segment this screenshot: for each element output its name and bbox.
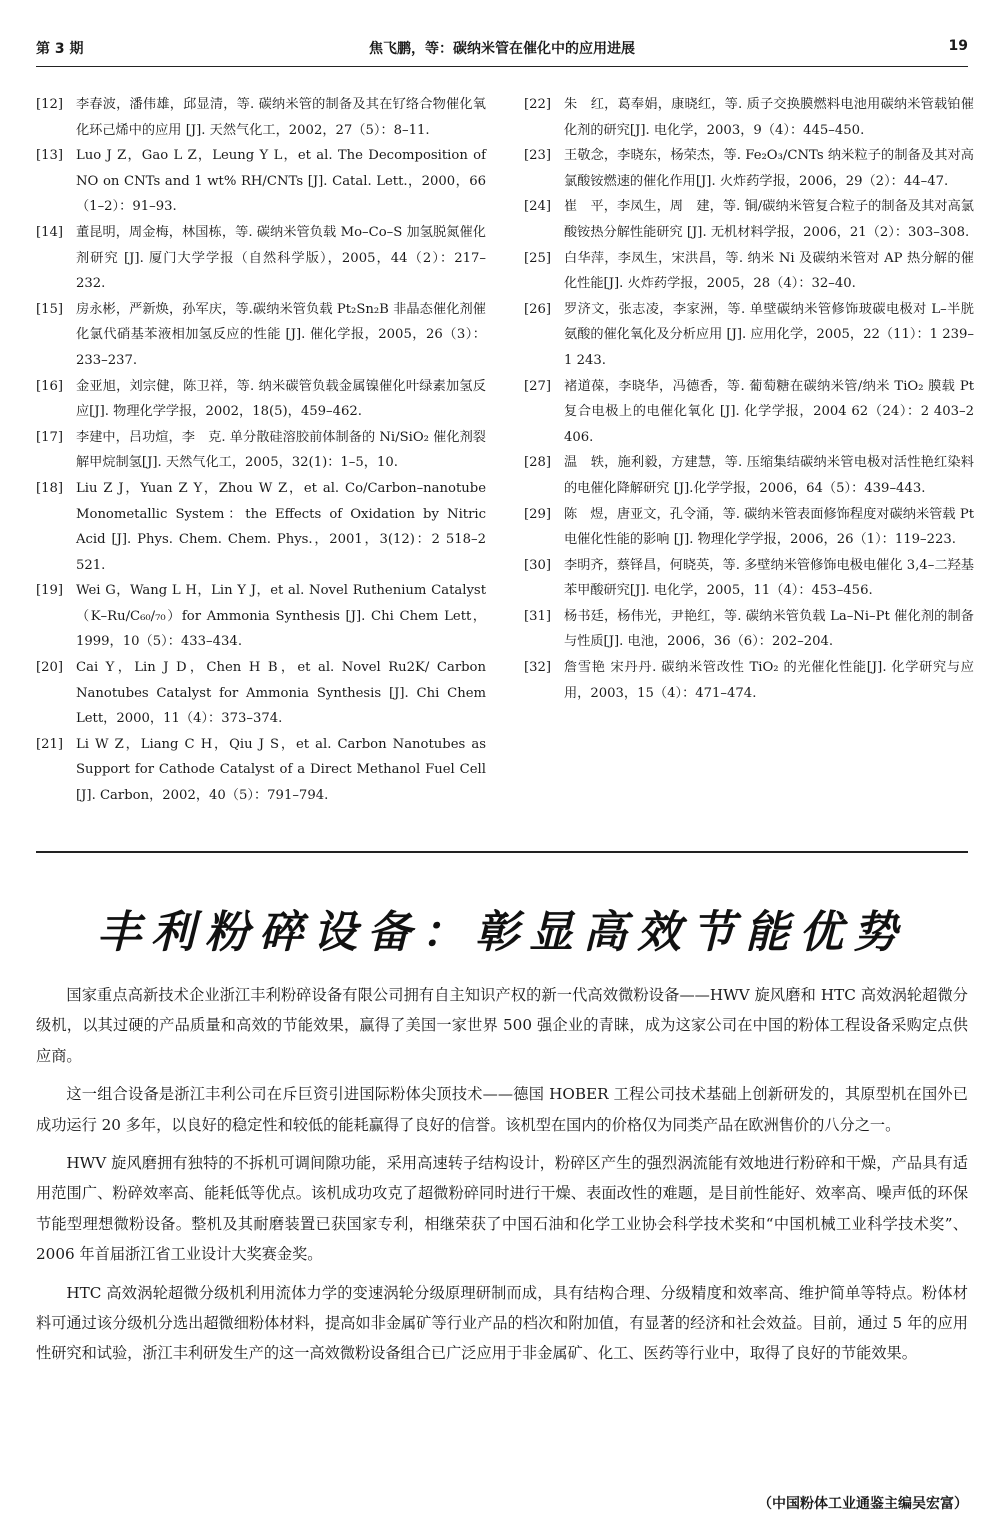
- reference-number: [14]: [36, 224, 64, 240]
- reference-item: [36, 374, 486, 425]
- reference-item: [524, 655, 974, 706]
- reference-text: Cai Y，Lin J D，Chen H B，et al. Novel Ru2K/ Carbon Nanotubes Catalyst for Ammonia Synthesis [J]. Chi Chem Lett，2000，11（4）：373–374.: [76, 660, 486, 727]
- reference-item: [524, 450, 974, 501]
- reference-item: [36, 143, 486, 220]
- reference-number: [22]: [524, 97, 552, 112]
- reference-item: [524, 297, 974, 374]
- reference-item: [524, 553, 974, 604]
- reference-text: 白华萍，李凤生，宋洪昌，等. 纳米 Ni 及碳纳米管对 AP 热分解的催化性能[J]. 火炸药学报，2005，28（4）：32–40.: [564, 250, 974, 292]
- reference-number: [13]: [36, 148, 64, 164]
- reference-text: 陈 煜，唐亚文，孔令涌，等. 碳纳米管表面修饰程度对碳纳米管载 Pt 电催化性能的影响 [J]. 物理化学学报，2006，26（1）：119–223.: [564, 506, 974, 548]
- reference-item: [36, 297, 486, 374]
- reference-item: [36, 476, 486, 578]
- reference-number: [17]: [36, 429, 64, 445]
- header-rule: [36, 66, 968, 67]
- reference-item: [36, 92, 486, 143]
- reference-text: 李春波，潘伟雄，邱显清，等. 碳纳米管的制备及其在钌络合物催化氧化环己烯中的应用 [J]. 天然气化工，2002，27（5）：8–11.: [76, 97, 486, 138]
- reference-number: [18]: [36, 480, 64, 496]
- reference-text: 董昆明，周金梅，林国栋，等. 碳纳米管负载 Mo–Co–S 加氢脱氮催化剂研究 [J]. 厦门大学学报（自然科学版），2005，44（2）：217–232.: [76, 224, 486, 292]
- reference-text: 杨书廷，杨伟光，尹艳红，等. 碳纳米管负载 La–Ni–Pt 催化剂的制备与性质[J]. 电池，2006，36（6）：202–204.: [564, 608, 974, 650]
- reference-text: 李建中，吕功煊，李 克. 单分散硅溶胶前体制备的 Ni/SiO₂ 催化剂裂解甲烷制氢[J]. 天然气化工，2005，32(1)：1–5，10.: [76, 429, 486, 471]
- reference-text: 王敬念，李晓东，杨荣杰，等. Fe₂O₃/CNTs 纳米粒子的制备及其对高氯酸铵燃速的催化作用[J]. 火炸药学报，2006，29（2）：44–47.: [564, 148, 974, 189]
- reference-item: [524, 374, 974, 451]
- reference-item: [36, 220, 486, 297]
- reference-number: [30]: [524, 557, 552, 573]
- running-title: 焦飞鹏，等：碳纳米管在催化中的应用进展: [369, 41, 635, 57]
- reference-item: [36, 655, 486, 732]
- references-left-column: [36, 92, 486, 809]
- reference-text: 朱 红，葛奉娟，康晓红，等. 质子交换膜燃料电池用碳纳米管载铂催化剂的研究[J]. 电化学，2003，9（4）：445–450.: [564, 97, 974, 138]
- reference-text: Luo J Z，Gao L Z，Leung Y L，et al. The Decomposition of NO on CNTs and 1 wt% RH/CNTs [J]. Catal. Lett.，2000，66（1–2）：91–93.: [76, 148, 486, 215]
- reference-number: [31]: [524, 608, 552, 624]
- reference-number: [19]: [36, 583, 64, 599]
- reference-number: [26]: [524, 301, 552, 317]
- article-paragraph: HWV 旋风磨拥有独特的不拆机可调间隙功能，采用高速转子结构设计，粉碎区产生的强烈涡流能有效地进行粉碎和干燥，产品具有适用范围广、粉碎效率高、能耗低等优点。该机成功攻克了超微粉碎同时进行干燥、表面改性的难题，是目前性能好、效率高、噪声低的环保节能型理想微粉设备。整机及其耐磨装置已获国家专利，相继荣获了中国石油和化学工业协会科学技术奖和“中国机械工业科学技术奖”、2006 年首届浙江省工业设计大奖赛金奖。: [36, 1154, 968, 1264]
- reference-text: 金亚旭，刘宗健，陈卫祥，等. 纳米碳管负载金属镍催化叶绿素加氢反应[J]. 物理化学学报，2002，18(5)，459–462.: [76, 378, 486, 420]
- reference-text: 褚道葆，李晓华，冯德香，等. 葡萄糖在碳纳米管/纳米 TiO₂ 膜载 Pt 复合电极上的电催化氧化 [J]. 化学学报，2004 62（24）：2 403–2 406.: [564, 378, 974, 445]
- reference-item: [36, 732, 486, 809]
- reference-number: [29]: [524, 506, 552, 522]
- reference-number: [20]: [36, 660, 64, 676]
- page-number: 19: [948, 38, 968, 54]
- reference-text: 詹雪艳 宋丹丹. 碳纳米管改性 TiO₂ 的光催化性能[J]. 化学研究与应用，2003，15（4）：471–474.: [564, 660, 974, 701]
- article-title: 丰利粉碎设备：彰显高效节能优势: [97, 907, 907, 958]
- reference-text: 崔 平，李凤生，周 建，等. 铜/碳纳米管复合粒子的制备及其对高氯酸铵热分解性能研究 [J]. 无机材料学报，2006，21（2）：303–308.: [564, 199, 974, 240]
- references-right-column: [524, 92, 974, 706]
- reference-text: Wei G，Wang L H，Lin Y J，et al. Novel Ruthenium Catalyst（K–Ru/C₆₀/₇₀）for Ammonia Synthesis [J]. Chi Chem Lett，1999，10（5）：433–434.: [76, 583, 486, 650]
- reference-number: [12]: [36, 97, 64, 112]
- reference-item: [524, 502, 974, 553]
- issue-number: 第 3 期: [36, 41, 84, 57]
- reference-text: 温 轶，施利毅，方建慧，等. 压缩集结碳纳米管电极对活性艳红染料的电催化降解研究 [J].化学学报，2006，64（5）：439–443.: [564, 455, 974, 496]
- reference-item: [524, 604, 974, 655]
- article-paragraph: HTC 高效涡轮超微分级机利用流体力学的变速涡轮分级原理研制而成，具有结构合理、分级精度和效率高、维护简单等特点。粉体材料可通过该分级机分选出超微细粉体材料，提高如非金属矿等行业产品的档次和附加值，有显著的经济和社会效益。目前，通过 5 年的应用性研究和试验，浙江丰利研发生产的这一高效微粉设备组合已广泛应用于非金属矿、化工、医药等行业中，取得了良好的节能效果。: [36, 1283, 968, 1363]
- article-paragraph: 这一组合设备是浙江丰利公司在斥巨资引进国际粉体尖顶技术——德国 HOBER 工程公司技术基础上创新研发的，其原型机在国外已成功运行 20 多年，以良好的稳定性和较低的能耗赢得了良好的信誉。该机型在国内的价格仅为同类产品在欧洲售价的八分之一。: [36, 1085, 968, 1134]
- reference-number: [24]: [524, 199, 552, 215]
- reference-number: [32]: [524, 660, 552, 676]
- reference-number: [15]: [36, 301, 64, 317]
- reference-item: [524, 194, 974, 245]
- article-source: （中国粉体工业通鉴主编吴宏富）: [758, 1496, 968, 1512]
- reference-text: Li W Z，Liang C H，Qiu J S，et al. Carbon Nanotubes as Support for Cathode Catalyst of a Direct Methanol Fuel Cell [J]. Carbon，2002，40（5）：791–794.: [76, 736, 486, 804]
- reference-item: [36, 425, 486, 476]
- reference-number: [27]: [524, 378, 552, 394]
- reference-text: 罗济文，张志凌，李家洲，等. 单壁碳纳米管修饰玻碳电极对 L–半胱氨酸的催化氧化及分析应用 [J]. 应用化学，2005，22（11）：1 239–1 243.: [564, 301, 974, 368]
- reference-number: [16]: [36, 378, 64, 394]
- reference-text: Liu Z J，Yuan Z Y，Zhou W Z，et al. Co/Carbon–nanotube Monometallic System：the Effects of Oxidation by Nitric Acid [J]. Phys. Chem. Chem. Phys.，2001，3(12)：2 518–2 521.: [76, 480, 486, 573]
- reference-item: [524, 92, 974, 143]
- reference-item: [524, 143, 974, 194]
- reference-item: [36, 578, 486, 655]
- article-body: [36, 980, 968, 1377]
- reference-number: [23]: [524, 148, 552, 164]
- reference-number: [28]: [524, 455, 552, 471]
- reference-item: [524, 246, 974, 297]
- reference-text: 李明齐，蔡铎昌，何晓英，等. 多壁纳米管修饰电极电催化 3,4–二羟基苯甲酸研究[J]. 电化学，2005，11（4）：453–456.: [564, 557, 974, 599]
- reference-number: [25]: [524, 250, 552, 266]
- article-paragraph: 国家重点高新技术企业浙江丰利粉碎设备有限公司拥有自主知识产权的新一代高效微粉设备——HWV 旋风磨和 HTC 高效涡轮超微分级机，以其过硬的产品质量和高效的节能效果，赢得了美国一家世界 500 强企业的青睐，成为这家公司在中国的粉体工程设备采购定点供应商。: [36, 986, 968, 1065]
- section-divider: [36, 851, 968, 853]
- reference-number: [21]: [36, 736, 64, 752]
- page-header: [36, 34, 968, 60]
- reference-text: 房永彬，严新焕，孙军庆，等.碳纳米管负载 Pt₂Sn₂B 非晶态催化剂催化氯代硝基苯液相加氢反应的性能 [J]. 催化学报，2005，26（3）：233–237.: [76, 301, 486, 368]
